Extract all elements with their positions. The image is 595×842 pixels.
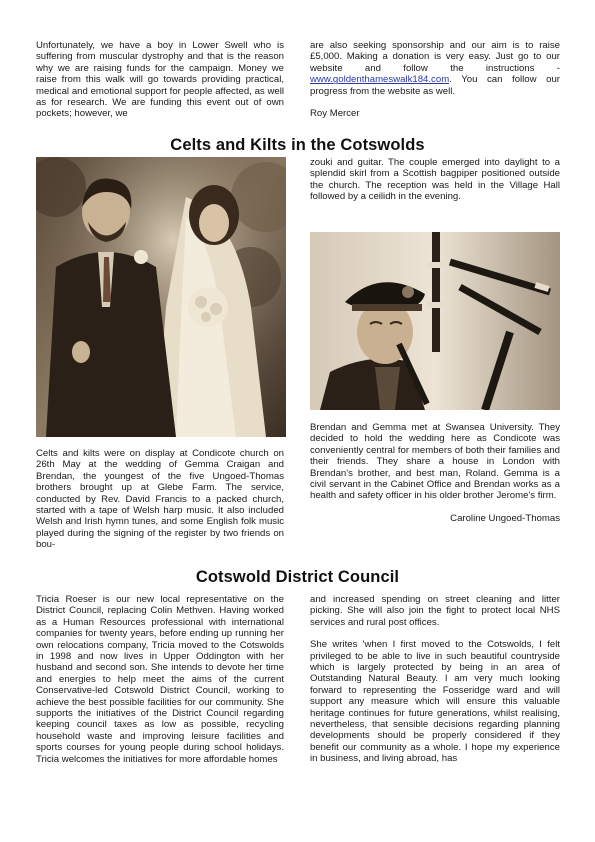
council-heading: Cotswold District Council [195, 568, 400, 586]
wedding-signature: Caroline Ungoed-Thomas [450, 512, 560, 524]
bagpiper-photo [310, 232, 560, 410]
top-article-right-text [310, 40, 560, 97]
website-link[interactable]: www.goldenthameswalk184.com [310, 74, 450, 86]
wedding-left-text: Celts and kilts were on display at Condicote church on 26th May at the wedding of Gemma Craigan and Brendan, the youngest of the five Ungoed-Thomas brothers brought up at Glebe Farm. The service, conducted by Rev. David Francis to a packed church, started with a tape of Welsh harp music. It also included Welsh and Irish hymn tunes, and some English folk music played during the signing of the register by two friends on bou- [36, 448, 284, 551]
wedding-left-column [36, 448, 284, 551]
top-article-signature: Roy Mercer [310, 108, 360, 120]
wedding-right-text: Brendan and Gemma met at Swansea University. They decided to hold the wedding here as Condicote was conveniently central for members of both their families and their friends. They share a house in London with Brendan's brother, and best man, Roland. Gemma is a civil servant in the Cabinet Office and Brendan works as a health and safety officer in his older brother Jerome's firm. [310, 422, 560, 502]
top-article-right-text-part2: . You can follow our progress from the website as well. [310, 74, 560, 97]
council-left-text: Tricia Roeser is our new local representative on the District Council, replacing Colin Methven. Having worked as a Human Resources professional with international companies for twenty years, before ending up running her own relocations company, Tricia moved to the Cotswolds in 1998 and now lives in Upper Oddington with her husband and second son. She intends to devote her time and energies to help meet the aims of the current Conservative-led Cotswold District Council, working to achieve the best possible facilities for our community. She supports the initiatives of the District Council regarding keeping council taxes as low as possible, recycling household waste and improving leisure facilities and sports courses for young people during school holidays. Tricia welcomes the initiatives for more affordable homes [36, 594, 284, 765]
wedding-right-top-text: zouki and guitar. The couple emerged into daylight to a splendid skirl from a Scottish bagpiper positioned outside the church. The reception was held in the Village Hall followed by a ceilidh in the evening. [310, 157, 560, 203]
top-article-left-text: Unfortunately, we have a boy in Lower Swell who is suffering from muscular dystrophy and that is the reason why we are raising funds for the campaign. Money we raise from this walk will go towards providing practical, medical and emotional support for people affected, as well as for research. We are funding this event out of own pockets; however, we [36, 40, 284, 120]
council-right-column [310, 594, 560, 765]
council-left-column [36, 594, 284, 765]
council-right-text-2: She writes 'when I first moved to the Cotswolds, I felt privileged to be able to live in such beautiful countryside which is largely protected by being in an area of Outstanding Natural Beauty. I am very much looking forward to representing the Fosseridge ward and will support any measure which will ensure this valuable heritage continues for future generations, whilst realising, nevertheless, that sensible decisions regarding planning developments should be properly considered if they benefit our community as a whole. I hope my experience in business, and living abroad, has [310, 639, 560, 765]
wedding-right-top-column [310, 157, 560, 203]
wedding-right-column [310, 422, 560, 524]
top-article-right-text-part: are also seeking sponsorship and our aim is to raise £5,000. Making a donation is very easy. Just go to our website and follow the instructions - [310, 40, 560, 74]
council-right-text-1: and increased spending on street cleaning and litter picking. She will also join the fight to protect local NHS services and rural post offices. [310, 594, 560, 628]
wedding-couple-photo [36, 157, 286, 437]
top-article-left-column [36, 40, 284, 120]
top-article-right-column [310, 40, 560, 119]
wedding-heading: Celts and Kilts in the Cotswolds [170, 136, 425, 154]
